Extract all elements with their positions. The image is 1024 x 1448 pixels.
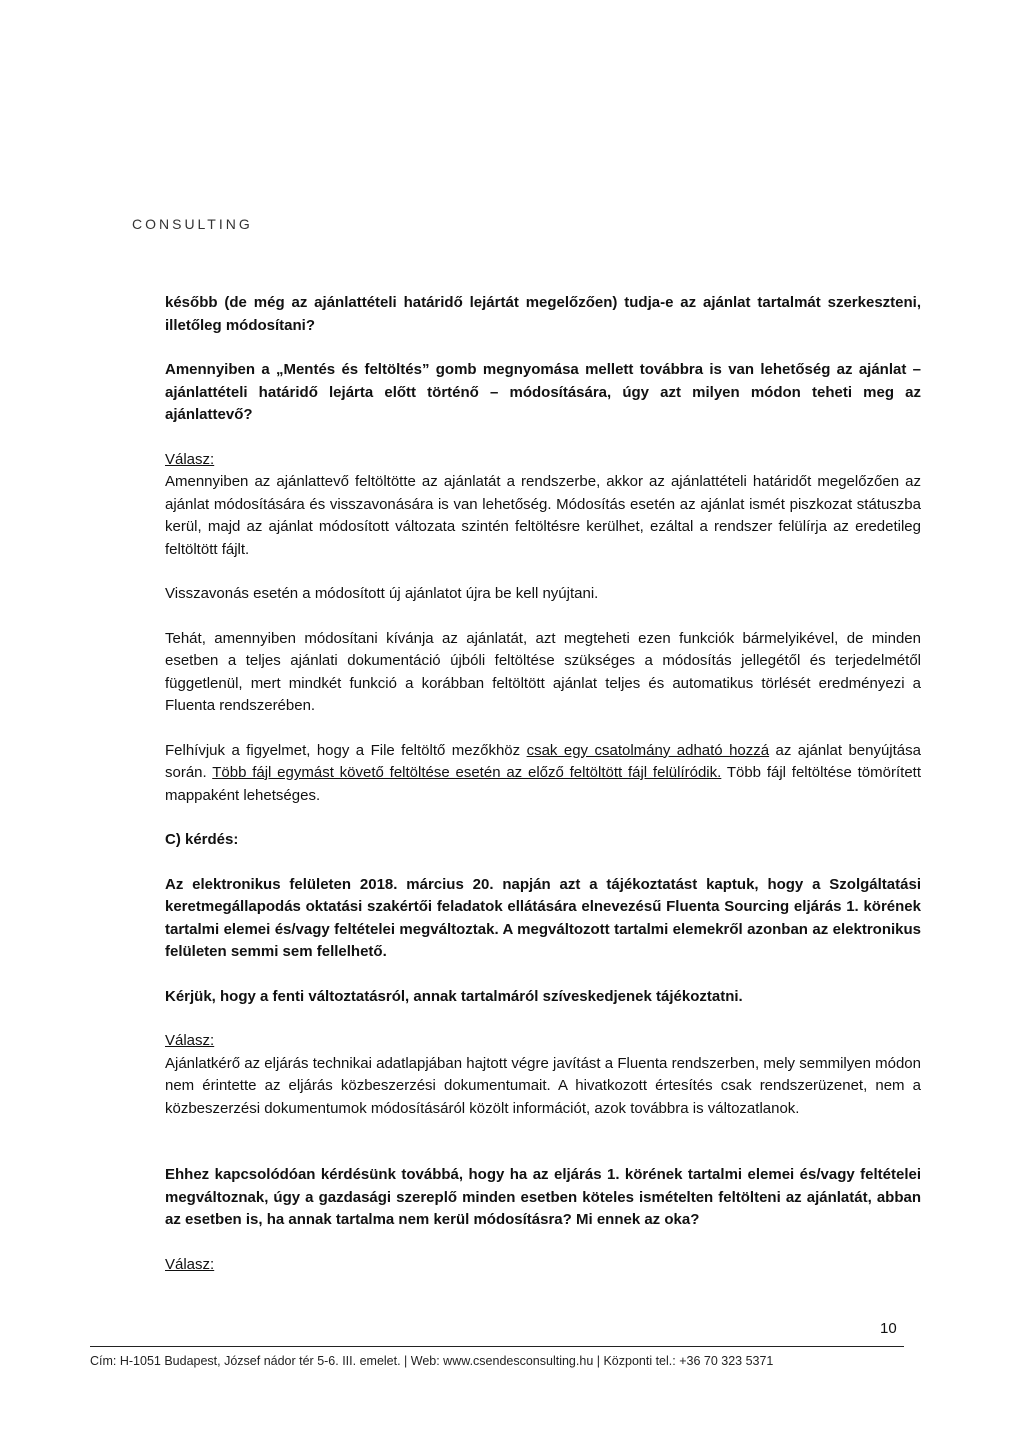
upload-note-underlined: csak egy csatolmány adható hozzá — [526, 741, 770, 759]
answer-text: Amennyiben az ajánlattevő feltöltötte az ajánlatát a rendszerbe, akkor az ajánlattételi határidőt megelőzően az ajánlat módosítására és visszavonására is van lehetőség. Módosítás esetén az ajánlat ismét piszkozat státuszba kerül, majd az ajánlat módosított változata szintén feltöltésre kerülhet, ezáltal a rendszer felülírja az eredetileg feltöltött fájlt. — [165, 473, 921, 558]
answer-label: Válasz: — [165, 450, 215, 468]
section-c-heading: C) kérdés: — [165, 831, 239, 848]
section-c-followup: Ehhez kapcsolódóan kérdésünk továbbá, hogy ha az eljárás 1. körének tartalmi elemei és/vagy feltételei megváltoznak, úgy a gazdasági szereplő minden esetben köteles ismételten feltölteni az ajánlatát, abban az esetben is, ha annak tartalma nem kerül módosításra? Mi ennek az oka? — [165, 1166, 921, 1228]
answer-label: Válasz: — [165, 1255, 215, 1273]
page-number: 10 — [880, 1320, 897, 1337]
upload-note-part: Több fájl feltöltése tömörített mappaként lehetséges. — [165, 764, 921, 804]
answer-summary: Tehát, amennyiben módosítani kívánja az ajánlatát, azt megteheti ezen funkciók bármelyikével, de minden esetben a teljes ajánlati dokumentáció újbóli feltöltése szükséges a módosítás jellegétől és terjedelmétől függetlenül, mert mindkét funkció a korábban feltöltött ajánlat teljes és automatikus törlését eredményezi a Fluenta rendszerében. — [165, 629, 921, 714]
upload-note-part: az ajánlat benyújtása során. — [165, 741, 921, 781]
section-c-question: Az elektronikus felületen 2018. március 20. napján azt a tájékoztatást kaptuk, hogy a Szolgáltatási keretmegállapodás oktatási szakértői feladatok ellátására elnevezésű Fluenta Sourcing eljárás 1. körének tartalmi elemei és/vagy feltételei megváltoztak. A megváltozott tartalmi elemekről azonban az elektronikus felületen semmi sem fellelhető. — [165, 875, 921, 960]
answer-label: Válasz: — [165, 1032, 215, 1049]
answer-block-2 — [165, 1030, 921, 1120]
brand-header: CONSULTING — [132, 216, 253, 232]
footer-divider — [90, 1346, 904, 1347]
upload-note-part: Felhívjuk a figyelmet, hogy a File feltöltő mezőkhöz — [165, 741, 527, 759]
spacer — [165, 1142, 921, 1164]
answer-withdrawal: Visszavonás esetén a módosított új ajánlatot újra be kell nyújtani. — [165, 585, 599, 602]
document-body — [165, 292, 921, 1298]
upload-note-underlined: Több fájl egymást követő feltöltése esetén az előző feltöltött fájl felülíródik. — [212, 764, 722, 781]
question-modification-method: Amennyiben a „Mentés és feltöltés” gomb megnyomása mellett továbbra is van lehetőség az ajánlat – ajánlattételi határidő lejárta előtt történő – módosítására, úgy azt milyen módon teheti meg az ajánlattevő? — [165, 361, 921, 423]
answer-text: Ajánlatkérő az eljárás technikai adatlapjában hajtott végre javítást a Fluenta rendszerben, mely semmilyen módon nem érintette az eljárás közbeszerzési dokumentumait. A hivatkozott értesítés csak rendszerüzenet, nem a közbeszerzési dokumentumok módosításáról közölt információt, azok továbbra is változatlanok. — [165, 1054, 921, 1117]
question-continuation: később (de még az ajánlattételi határidő lejártát megelőzően) tudja-e az ajánlat tartalmát szerkeszteni, illetőleg módosítani? — [165, 294, 921, 334]
answer-block-3 — [165, 1254, 921, 1277]
answer-block-1 — [165, 449, 921, 562]
footer-contact: Cím: H-1051 Budapest, József nádor tér 5-6. III. emelet. | Web: www.csendesconsulting.hu | Központi tel.: +36 70 323 5371 — [90, 1354, 774, 1368]
answer-upload-note — [165, 740, 921, 808]
section-c-request: Kérjük, hogy a fenti változtatásról, annak tartalmáról szíveskedjenek tájékoztatni. — [165, 987, 743, 1005]
